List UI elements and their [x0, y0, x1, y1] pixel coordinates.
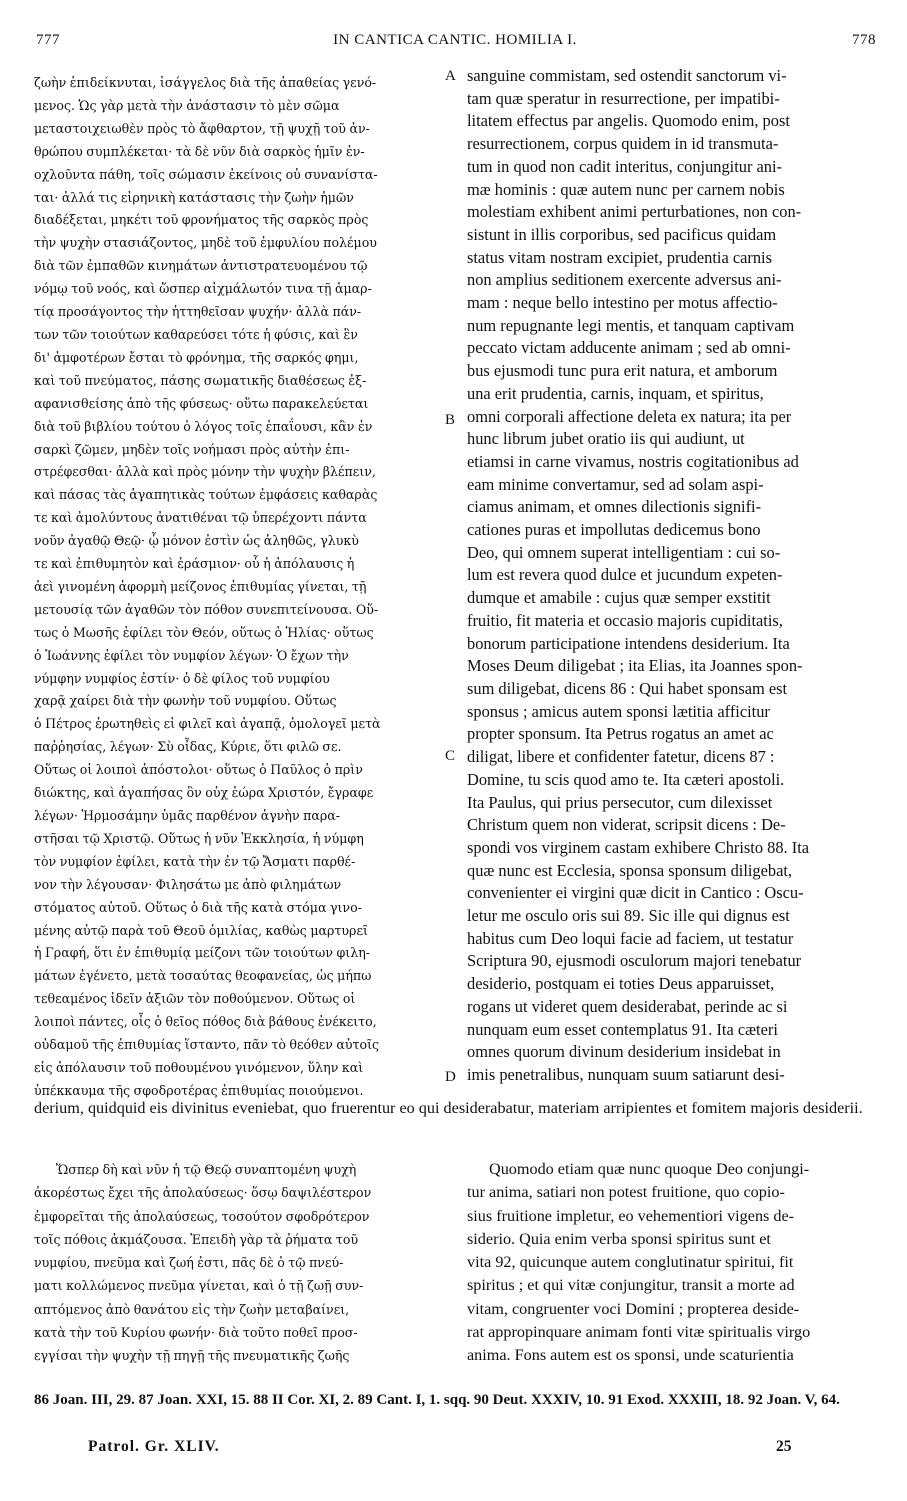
marker-d: D [445, 1069, 456, 1085]
running-header [30, 32, 880, 54]
marker-a: A [445, 68, 456, 84]
greek-column-bottom: Ὥσπερ δὴ καὶ νῦν ἡ τῷ Θεῷ συναπτομένη ψυχὴ ἀκορέστως ἔχει τῆς ἀπολαύσεως· ὅσῳ δαψιλέστερον ἐμφορεῖται τῆς ἀπολαύσεως, τοσούτον σφοδρότερον τοῖς πόθοις ἀκμάζουσα. Ἐπειδὴ γὰρ τὰ ῥήματα τοῦ νυμφίου, πνεῦμα καὶ ζωή ἐστι, πᾶς δὲ ὁ τῷ πνεύ- ματι κολλώμενος πνεῦμα γίνεται, καὶ ὁ τῇ ζωῇ συν- απτόμενος ἀπὸ θανάτου εἰς τὴν ζωὴν μεταβαίνει, κατὰ τὴν τοῦ Κυρίου φωνήν· διὰ τοῦτο ποθεῖ προσ- εγγίσαι τὴν ψυχὴν τῇ πηγῇ τῆς πνευματικῆς ζωῆς [34, 1162, 372, 1364]
page-footer [30, 1438, 880, 1462]
document-page [30, 0, 880, 1501]
footer-series: Patrol. Gr. XLIV. [88, 1438, 220, 1455]
footnotes: 86 Joan. III, 29. 87 Joan. XXI, 15. 88 II Cor. XI, 2. 89 Cant. I, 1. sqq. 90 Deut. XXXIV, 10. 91 Exod. XXXIII, 18. 92 Joan. V, 64. [34, 1392, 840, 1408]
running-title: IN CANTICA CANTIC. HOMILIA I. [333, 32, 577, 48]
greek-column-top: ζωὴν ἐπιδείκνυται, ἰσάγγελος διὰ τῆς ἀπαθείας γενό- μενος. Ὡς γὰρ μετὰ τὴν ἀνάστασιν τὸ μὲν σῶμα μεταστοιχειωθὲν πρὸς τὸ ἄφθαρτον, τῇ ψυχῇ τοῦ ἀν- θρώπου συμπλέκεται· τὰ δὲ νῦν διὰ σαρκὸς ἡμῖν ἐν- οχλοῦντα πάθη, τοῖς σώμασιν ἐκείνοις οὐ συνανίστα- ται· ἀλλά τις εἰρηνικὴ κατάστασις τὴν ζωὴν ἡμῶν διαδέξεται, μηκέτι τοῦ φρονήματος τῆς σαρκὸς πρὸς τὴν ψυχὴν στασιάζοντος, μηδὲ τοῦ ἐμφυλίου πολέμου διὰ τῶν ἐμπαθῶν κινημάτων ἀντιστρατευομένου τῷ νόμῳ τοῦ νοός, καὶ ὥσπερ αἰχμάλωτόν τινα τῇ ἁμαρ- τίᾳ προσάγοντος τὴν ἡττηθεῖσαν ψυχήν· ἀλλὰ πάν- των τῶν τοιούτων καθαρεύσει τότε ἡ φύσις, καὶ ἓν δι' ἀμφοτέρων ἔσται τὸ φρόνημα, τῆς σαρκός φημι, καὶ τοῦ πνεύματος, πάσης σωματικῆς διαθέσεως ἐξ- αφανισθείσης ἀπὸ τῆς φύσεως· οὕτω παρακελεύεται διὰ τοῦ βιβλίου τούτου ὁ λόγος τοῖς ἐπαΐουσι, κἂν ἐν σαρκὶ ζῶμεν, μηδὲν τοῖς νοήμασι πρὸς αὐτὴν ἐπι- στρέφεσθαι· ἀλλὰ καὶ πρὸς μόνην τὴν ψυχὴν βλέπειν, καὶ πάσας τὰς ἀγαπητικὰς τούτων ἐμφάσεις καθαρὰς τε καὶ ἀμολύντους ἀνατιθέναι τῷ ὑπερέχοντι πάντα νοῦν ἀγαθῷ Θεῷ· ᾧ μόνον ἐστὶν ὡς ἀληθῶς, γλυκὺ τε καὶ ἐπιθυμητὸν καὶ ἐράσμιον· οὗ ἡ ἀπόλαυσις ἡ ἀεὶ γινομένη ἀφορμὴ μείζονος ἐπιθυμίας γίνεται, τῇ μετουσίᾳ τῶν ἀγαθῶν τὸν πόθον συνεπιτείνουσα. Οὕ- τως ὁ Μωσῆς ἐφίλει τὸν Θεόν, οὕτως ὁ Ἠλίας· οὕτως ὁ Ἰωάννης ἐφίλει τὸν νυμφίον λέγων· Ὁ ἔχων τὴν νύμφην νυμφίος ἐστίν· ὁ δὲ φίλος τοῦ νυμφίου χαρᾷ χαίρει διὰ τὴν φωνὴν τοῦ νυμφίου. Οὕτως ὁ Πέτρος ἐρωτηθεὶς εἰ φιλεῖ καὶ ἀγαπᾷ, ὁμολογεῖ μετὰ παῤῥησίας, λέγων· Σὺ οἶδας, Κύριε, ὅτι φιλῶ σε. Οὕτως οἱ λοιποὶ ἀπόστολοι· οὕτως ὁ Παῦλος ὁ πρὶν διώκτης, καὶ ἀγαπήσας ὃν οὐχ ἑώρα Χριστόν, ἔγραφε λέγων· Ἡρμοσάμην ὑμᾶς παρθένον ἁγνὴν παρα- στῆσαι τῷ Χριστῷ. Οὕτως ἡ νῦν Ἐκκλησία, ἡ νύμφη τὸν νυμφίον ἐφίλει, κατὰ τὴν ἐν τῷ Ἄσματι παρθέ- νον τὴν λέγουσαν· Φιλησάτω με ἀπὸ φιλημάτων στόματος αὐτοῦ. Οὕτως ὁ διὰ τῆς κατὰ στόμα γινο- μένης αὐτῷ παρὰ τοῦ Θεοῦ ὁμιλίας, καθὼς μαρτυρεῖ ἡ Γραφή, ὅτι ἐν ἐπιθυμίᾳ μείζονι τῶν τοιούτων φιλη- μάτων ἐγένετο, μετὰ τοσαύτας θεοφανείας, ὡς μήπω τεθεαμένος ἰδεῖν ἀξιῶν τὸν ποθούμενον. Οὕτως οἱ λοιποὶ πάντες, οἷς ὁ θεῖος πόθος διὰ βάθους ἐνέκειτο, οὐδαμοῦ τῆς ἐπιθυμίας ἵσταντο, πᾶν τὸ θεόθεν αὐτοῖς εἰς ἀπόλαυσιν τοῦ ποθουμένου γινόμενον, ὕλην καὶ ὑπέκκαυμα τῆς σφοδροτέρας ἐπιθυμίας ποιούμενοι. [34, 75, 381, 1098]
latin-column-top: sanguine commistam, sed ostendit sanctorum vi- tam quæ speratur in resurrectione, per impatibi- litatem effectus par angelis. Quomodo enim, post resurrectionem, corpus quidem in id transmuta- tum in quod non cadit interitus, conjungitur ani- mæ hominis : quæ autem nunc per carnem nobis molestiam exhibent animi perturbationes, non con- sistunt in illis corporibus, sed pacificus quidam status vitam nostram excipiet, prudentia carnis non amplius seditionem exercente adversus ani- mam : neque bello intestino per motus affectio- num repugnante legi mentis, et tanquam captivam peccato victam adducente animam ; sed ab omni- bus ejusmodi tunc pura erit natura, et amborum una erit prudentia, carnis, inquam, et spiritus, omni corporali affectione deleta ex natura; ita per hunc librum jubet oratio iis qui audiunt, ut etiamsi in carne vivamus, nostris cogitationibus ad eam minime convertamur, sed ad solam aspi- ciamus animam, et omnes dilectionis signifi- cationes puras et impollutas dedicemus bono Deo, qui omnem superat intelligentiam : cui so- lum est revera quod dulce et jucundum expeten- dumque et amabile : cujus quæ semper exstitit fruitio, fit materia et occasio majoris cupiditatis, bonorum participatione intendens desiderium. Ita Moses Deum diligebat ; ita Elias, ita Joannes spon- sum diligebat, dicens 86 : Qui habet sponsam est sponsus ; amicus autem sponsi lætitia afficitur propter sponsum. Ita Petrus rogatus an amet ac diligat, libere et confidenter fatetur, dicens 87 : Domine, tu scis quod amo te. Ita cæteri apostoli. Ita Paulus, qui prius persecutor, cum dilexisset Christum quem non viderat, scripsit dicens : De- spondi vos virginem castam exhibere Christo 88. Ita quæ nunc est Ecclesia, sponsa sponsum diligebat, convenienter ei virgini quæ dicit in Cantico : Oscu- letur me osculo oris sui 89. Sic ille qui dignus est habitus cum Deo loqui facie ad faciem, ut testatur Scriptura 90, ejusmodi osculorum majori tenebatur desiderio, postquam ei toties Deus apparuisset, rogans ut videret quem desiderabat, perinde ac si nunquam eum esset contemplatus 91. Ita cæteri omnes quorum divinum desiderium insidebat in imis penetralibus, nunquam suum satiarunt desi- [467, 66, 810, 1084]
marker-b: B [445, 412, 456, 428]
page-number-left: 777 [36, 32, 60, 48]
page-number-right: 778 [852, 32, 876, 48]
marker-c: C [445, 748, 456, 764]
latin-bridge-paragraph: derium, quidquid eis divinitus eveniebat, quo fruerentur eo qui desiderabatur, materiam arripientes et fomitem majoris desiderii. [34, 1099, 863, 1117]
latin-column-bottom: Quomodo etiam quæ nunc quoque Deo conjungi- tur anima, satiari non potest fruitione, quo copio- sius fruitione impletur, eo vehementiori vigens de- siderio. Quia enim verba sponsi spiritus sunt et vita 92, quicunque autem conglutinatur spiritui, fit spiritus ; et qui vitæ conjungitur, transit a morte ad vitam, congruenter voci Domini ; propterea deside- rat appropinquare animam fonti vitæ spiritualis virgo anima. Fons autem est os sponsi, unde scaturientia [467, 1160, 811, 1365]
footer-signature: 25 [776, 1438, 792, 1455]
